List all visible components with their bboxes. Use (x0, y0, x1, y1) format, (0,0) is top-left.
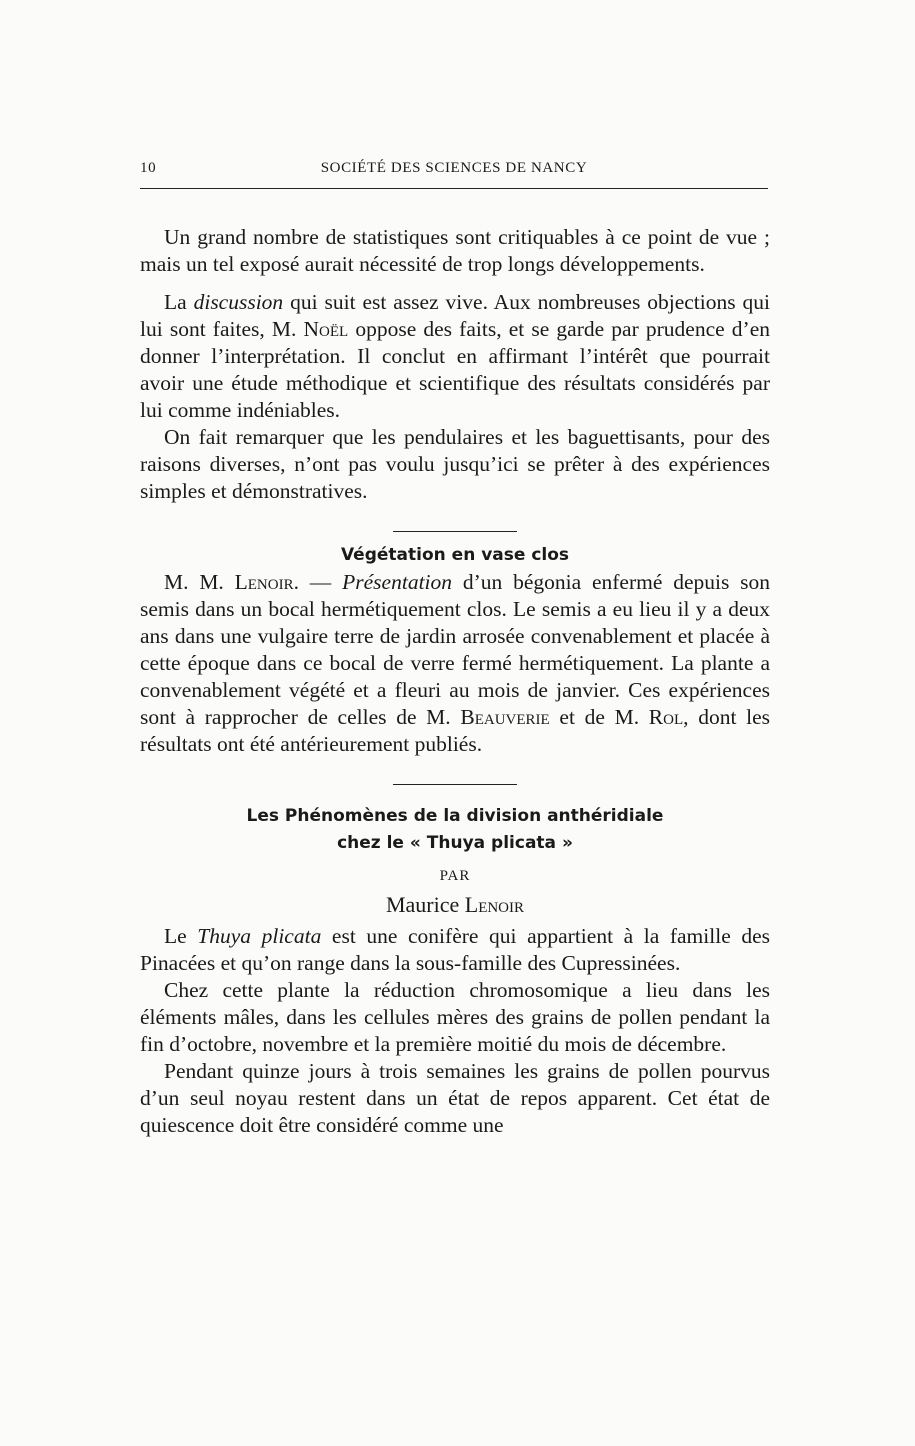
paragraph-pollen: Pendant quinze jours à trois semaines les grains de pollen pourvus d’un seul noyau restent dans un état de repos apparent. Cet état de quiescence doit être considéré comme une (140, 1059, 770, 1137)
text-run: . — (293, 570, 343, 594)
text-run: La (164, 290, 194, 314)
text-run: M. M. (164, 570, 235, 594)
author-last-name: Lenoir (464, 892, 525, 917)
byline-par: PAR (439, 868, 471, 884)
text-run: Le (164, 924, 198, 948)
paragraph-statistiques: Un grand nombre de statistiques sont critiquables à ce point de vue ; mais un tel exposé aurait nécessité de trop longs développements. (140, 225, 770, 276)
body-text (140, 224, 770, 1139)
paragraph-pendulaires: On fait remarquer que les pendulaires et les baguettisants, pour des raisons diverses, n’ont pas voulu jusqu’ici se prêter à des expériences simples et démonstratives. (140, 425, 770, 503)
paragraph-reduction: Chez cette plante la réduction chromosomique a lieu dans les éléments mâles, dans les cellules mères des grains de pollen pendant la fin d’octobre, novembre et la première moitié du mois de décembre. (140, 978, 770, 1056)
person-name: Rol (648, 705, 684, 729)
header-rule (140, 188, 768, 189)
running-head (140, 160, 768, 182)
section-separator (393, 784, 517, 785)
article-title-line-1: Les Phénomènes de la division anthéridiale (246, 806, 664, 826)
text-run: est une conifère qui appartient à la famille des Pinacées et qu’on range dans la sous-famille des Cupressinées. (140, 924, 770, 975)
italic-term: discussion (193, 290, 284, 314)
text-run: qui suit est assez vive. Aux nombreuses objections qui lui sont faites, M. (140, 290, 770, 341)
text-run: et de M. (549, 705, 649, 729)
person-name: Noël (303, 317, 349, 341)
italic-term: Présentation (342, 570, 453, 594)
author-name (140, 891, 770, 919)
section-title-vegetation: Végétation en vase clos (340, 545, 570, 565)
person-name: Beauverie (460, 705, 550, 729)
text-run: oppose des faits, et se garde par prudence d’en donner l’interprétation. Il conclut en affirmant l’intérêt que pourrait avoir une étude méthodique et scientifique des résultats considérés par lui comme indéniables. (140, 317, 770, 422)
article-title-line-2: chez le « Thuya plicata » (337, 833, 573, 853)
paragraph-begonia (140, 569, 770, 758)
page-number: 10 (140, 160, 157, 176)
text-run: , dont les résultats ont été antérieurement publiés. (140, 705, 770, 756)
journal-title: SOCIÉTÉ DES SCIENCES DE NANCY (320, 160, 588, 176)
person-name: Lenoir (234, 570, 294, 594)
section-separator (393, 531, 517, 532)
paragraph-thuya-intro (140, 923, 770, 977)
text-run: d’un bégonia enfermé depuis son semis dans un bocal hermétiquement clos. Le semis a eu lieu il y a deux ans dans une vulgaire terre de jardin arrosée convenablement et placée à cette époque dans ce bocal de verre fermé hermétiquement. La plante a convenablement végété et a fleuri au mois de janvier. Ces expériences sont à rapprocher de celles de M. (140, 570, 771, 729)
italic-term: Thuya plicata (197, 924, 322, 948)
author-first-name: Maurice (385, 892, 465, 917)
paragraph-discussion (140, 289, 770, 424)
